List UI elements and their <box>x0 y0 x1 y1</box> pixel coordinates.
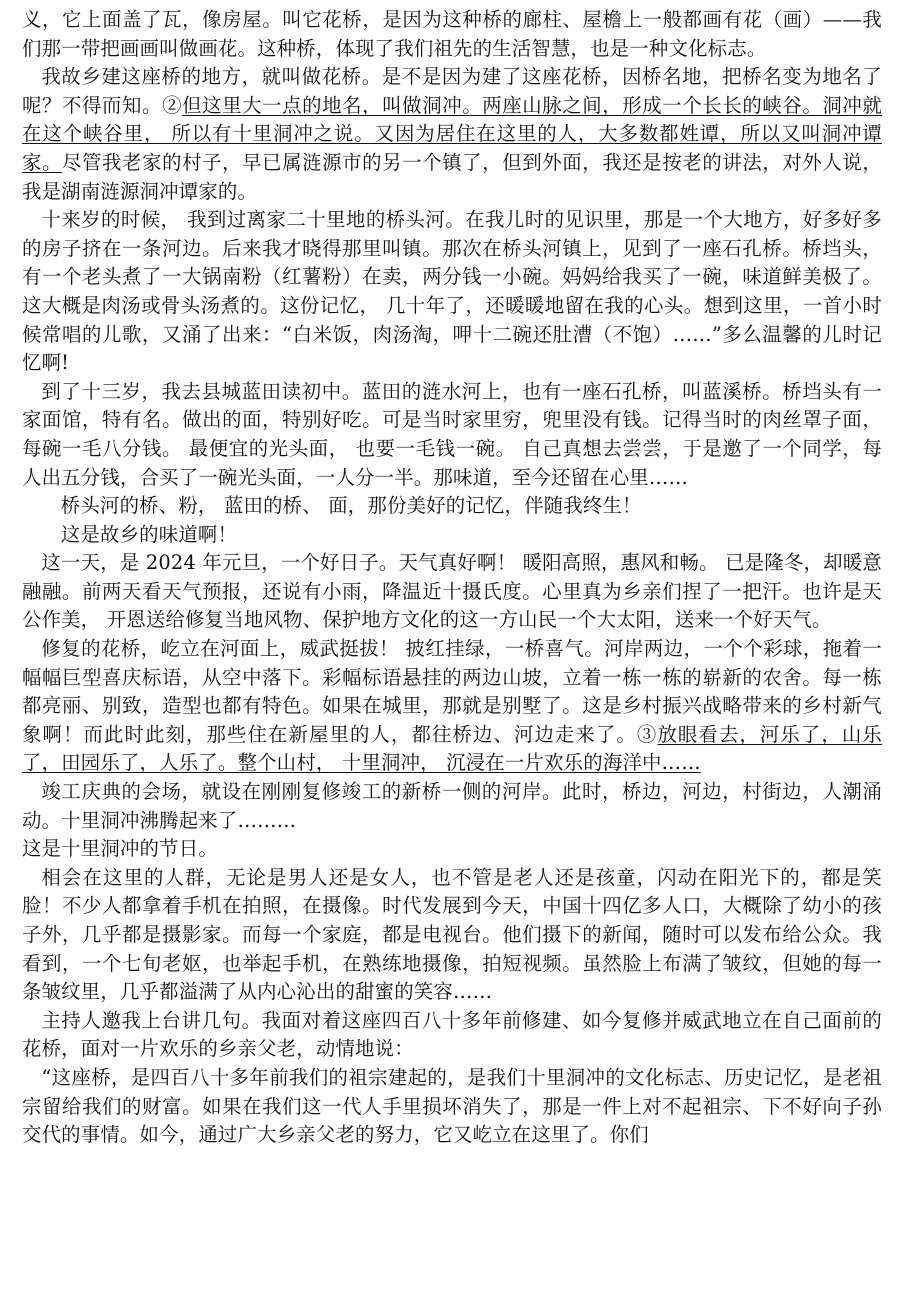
paragraph-hometown-taste <box>22 521 882 550</box>
underlined-sentence-3: 放眼看去，河乐了，山乐了，田园乐了，人乐了。整个山村， 十里洞冲， 沉浸在一片欢乐的海洋中…… <box>22 722 883 775</box>
text-segment: 尽管我老家的村子，早已属涟源市的另一个镇了，但到外面，我还是按老的讲法，对外人说，我是湖南涟源洞冲谭家的。 <box>22 150 883 203</box>
text-segment: 修复的花桥，屹立在河面上，威武挺拔！ 披红挂绿，一桥喜气。河岸两边，一个个彩球，拖着一幅幅巨型喜庆标语，从空中落下。彩幅标语悬挂的两边山坡，立着一栋一栋的崭新的农舍。每一栋都亮丽、别致，造型也都有特色。如果在城里，那就是别墅了。这是乡村振兴战略带来的乡村新气象啊！而此时此刻，那些住在新屋里的人，都往桥边、河边走来了。③ <box>22 637 882 746</box>
text-segment: “这座桥，是四百八十多年前我们的祖宗建起的，是我们十里洞冲的文化标志、历史记忆，是老祖宗留给我们的财富。如果在我们这一代人手里损坏消失了，那是一件上对不起祖宗、下不好向子孙交代的事情。如今，通过广大乡亲父老的努力，它又屹立在这里了。你们 <box>22 1065 882 1147</box>
text-segment: 义，它上面盖了瓦，像房屋。叫它花桥，是因为这种桥的廊柱、屋檐上一般都画有花（画）——我们那一带把画画叫做画花。这种桥，体现了我们祖先的生活智慧，也是一种文化标志。 <box>22 8 882 60</box>
paragraph-crowd <box>22 864 882 1007</box>
paragraph-new-year-day <box>22 549 882 635</box>
paragraph-restored-bridge <box>22 635 882 778</box>
paragraph-lifelong-memory <box>22 492 882 521</box>
text-segment: 十来岁的时候， 我到过离家二十里地的桥头河。在我儿时的见识里，那是一个大地方，好多好多的房子挤在一条河边。后来我才晓得那里叫镇。那次在桥头河镇上，见到了一座石孔桥。桥垱头，有一个老头煮了一大锅南粉（红薯粉）在卖，两分钱一小碗。妈妈给我买了一碗，味道鲜美极了。这大概是肉汤或骨头汤煮的。这份记忆， 几十年了，还暖暖地留在我的心头。想到这里，一首小时候常唱的儿歌，又涌了出来：“白米饭，肉汤淘，呷十二碗还肚漕（不饱）……”多么温馨的儿时记忆啊! <box>22 208 882 375</box>
paragraph-festival <box>22 835 882 864</box>
paragraph-speech <box>22 1064 882 1150</box>
paragraph-hometown-bridge <box>22 63 882 206</box>
underlined-sentence-2: 但这里大一点的地名，叫做洞冲。两座山脉之间，形成一个长长的峡谷。洞冲就在这个峡谷里， 所以有十里洞冲之说。又因为居住在这里的人，大多数都姓谭，所以又叫洞冲谭家。 <box>22 93 882 174</box>
paragraph-ceremony-venue <box>22 778 882 835</box>
text-segment: 主持人邀我上台讲几句。我面对着这座四百八十多年前修建、如今复修并威武地立在自己面前的花桥，面对一片欢乐的乡亲父老，动情地说： <box>22 1008 882 1061</box>
paragraph-bridge-intro <box>22 6 882 63</box>
text-segment: 竣工庆典的会场，就设在刚刚复修竣工的新桥一侧的河岸。此时，桥边，河边，村街边，人潮涌动。十里洞冲沸腾起来了……… <box>22 780 882 832</box>
document-page <box>22 6 882 1150</box>
paragraph-lantian-memory <box>22 378 882 492</box>
text-segment: 这是故乡的味道啊！ <box>60 522 238 546</box>
text-segment: 这一天，是 2024 年元旦，一个好日子。天气真好啊！ 暖阳高照，惠风和畅。 已是隆冬，却暖意融融。前两天看天气预报，还说有小雨，降温近十摄氏度。心里真为乡亲们捏了一把汗。也许是天公作美， 开恩送给修复当地风物、保护地方文化的这一方山民一个大太阳，送来一个好天气。 <box>22 551 882 632</box>
paragraph-qiaotouhe-memory <box>22 206 882 378</box>
paragraph-host-invite <box>22 1007 882 1064</box>
text-segment: 我故乡建这座桥的地方，就叫做花桥。是不是因为建了这座花桥，因桥名地，把桥名变为地名了呢？不得而知。② <box>22 65 882 117</box>
text-segment: 桥头河的桥、粉， 蓝田的桥、 面，那份美好的记忆，伴随我终生！ <box>60 494 642 518</box>
text-segment: 这是十里洞冲的节日。 <box>22 837 218 861</box>
text-segment: 到了十三岁，我去县城蓝田读初中。蓝田的涟水河上，也有一座石孔桥，叫蓝溪桥。桥垱头有一家面馆，特有名。做出的面，特别好吃。可是当时家里穷，兜里没有钱。记得当时的肉丝罩子面，每碗一毛八分钱。 最便宜的光头面， 也要一毛钱一碗。 自己真想去尝尝，于是邀了一个同学，每人出五分钱，合买了一碗光头面，一人分一半。那味道，至今还留在心里…… <box>22 379 882 489</box>
text-segment: 相会在这里的人群，无论是男人还是女人，也不管是老人还是孩童，闪动在阳光下的，都是笑脸！不少人都拿着手机在拍照，在摄像。时代发展到今天，中国十四亿多人口，大概除了幼小的孩子外，几乎都是摄影家。而每一个家庭，都是电视台。他们摄下的新闻，随时可以发布给公众。我看到，一个七旬老妪，也举起手机，在熟练地摄像，拍短视频。虽然脸上布满了皱纹，但她的每一条皱纹里，几乎都溢满了从内心沁出的甜蜜的笑容…… <box>22 865 882 1004</box>
